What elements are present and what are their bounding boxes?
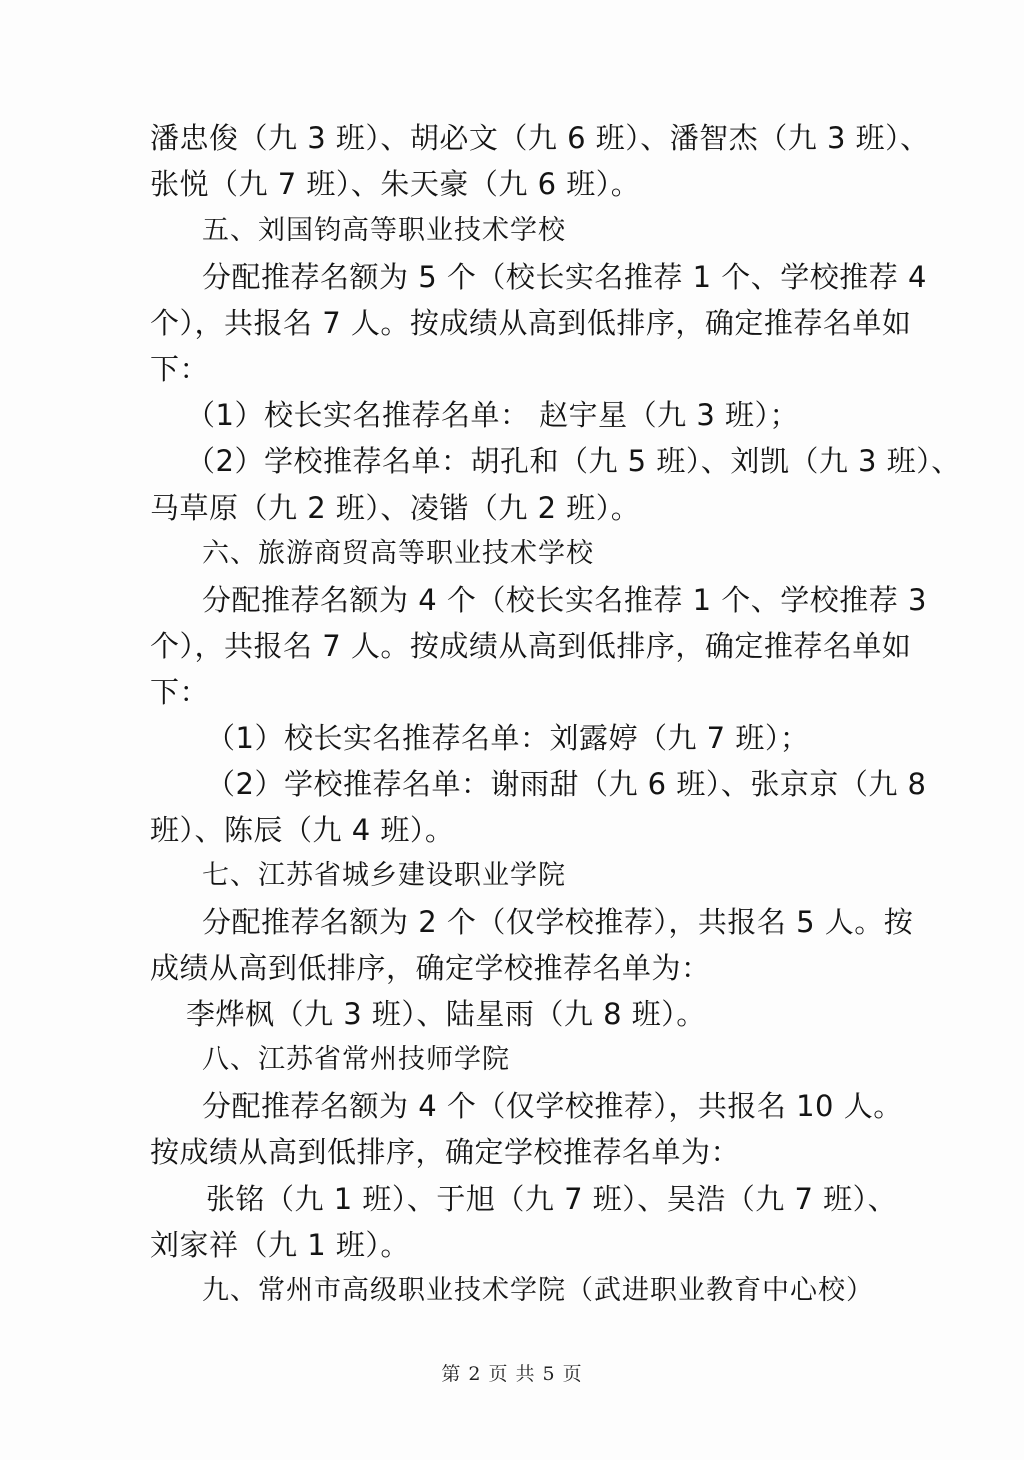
body-line-12: 个），共报名 7 人。按成绩从高到低排序，确定推荐名单如 bbox=[150, 629, 912, 663]
body-line-23: 按成绩从高到低排序，确定学校推荐名单为： bbox=[150, 1135, 741, 1169]
section-heading-7: 七、江苏省城乡建设职业学院 bbox=[202, 860, 566, 891]
principal-recommendation-line-2: （1）校长实名推荐名单：刘露婷（九 7 班）； bbox=[206, 721, 810, 755]
school-recommendation-line: （2）学校推荐名单：胡孔和（九 5 班）、刘凯（九 3 班）、 bbox=[186, 444, 961, 478]
section-heading-8: 八、江苏省常州技师学院 bbox=[202, 1044, 510, 1075]
body-line-4: 分配推荐名额为 5 个（校长实名推荐 1 个、学校推荐 4 bbox=[202, 260, 927, 294]
body-line-22: 分配推荐名额为 4 个（仅学校推荐），共报名 10 人。 bbox=[202, 1089, 903, 1123]
body-line-19: 成绩从高到低排序，确定学校推荐名单为： bbox=[150, 951, 711, 985]
body-line-24: 张铭（九 1 班）、于旭（九 7 班）、吴浩（九 7 班）、 bbox=[206, 1182, 898, 1216]
body-line-25: 刘家祥（九 1 班）。 bbox=[150, 1228, 410, 1262]
body-line-11: 分配推荐名额为 4 个（校长实名推荐 1 个、学校推荐 3 bbox=[202, 583, 927, 617]
section-heading-6: 六、旅游商贸高等职业技术学校 bbox=[202, 538, 594, 569]
section-heading-9: 九、常州市高级职业技术学院（武进职业教育中心校） bbox=[202, 1275, 874, 1306]
body-line-13: 下： bbox=[150, 675, 210, 709]
principal-recommendation-line: （1）校长实名推荐名单： 赵宇星（九 3 班）； bbox=[186, 398, 800, 432]
page-footer: 第 2 页 共 5 页 bbox=[441, 1363, 583, 1385]
body-line-16: 班）、陈辰（九 4 班）。 bbox=[150, 813, 455, 847]
body-line-5: 个），共报名 7 人。按成绩从高到低排序，确定推荐名单如 bbox=[150, 306, 912, 340]
section-heading-5: 五、刘国钧高等职业技术学校 bbox=[202, 215, 566, 246]
body-line-2: 张悦（九 7 班）、朱天豪（九 6 班）。 bbox=[150, 167, 641, 201]
body-line-1: 潘忠俊（九 3 班）、胡必文（九 6 班）、潘智杰（九 3 班）、 bbox=[150, 121, 930, 155]
school-recommendation-line-2: （2）学校推荐名单：谢雨甜（九 6 班）、张京京（九 8 bbox=[206, 767, 927, 801]
body-line-18: 分配推荐名额为 2 个（仅学校推荐），共报名 5 人。按 bbox=[202, 905, 914, 939]
body-line-9: 马草原（九 2 班）、凌锴（九 2 班）。 bbox=[150, 491, 641, 525]
body-line-20: 李烨枫（九 3 班）、陆星雨（九 8 班）。 bbox=[186, 997, 706, 1031]
body-line-6: 下： bbox=[150, 352, 210, 386]
